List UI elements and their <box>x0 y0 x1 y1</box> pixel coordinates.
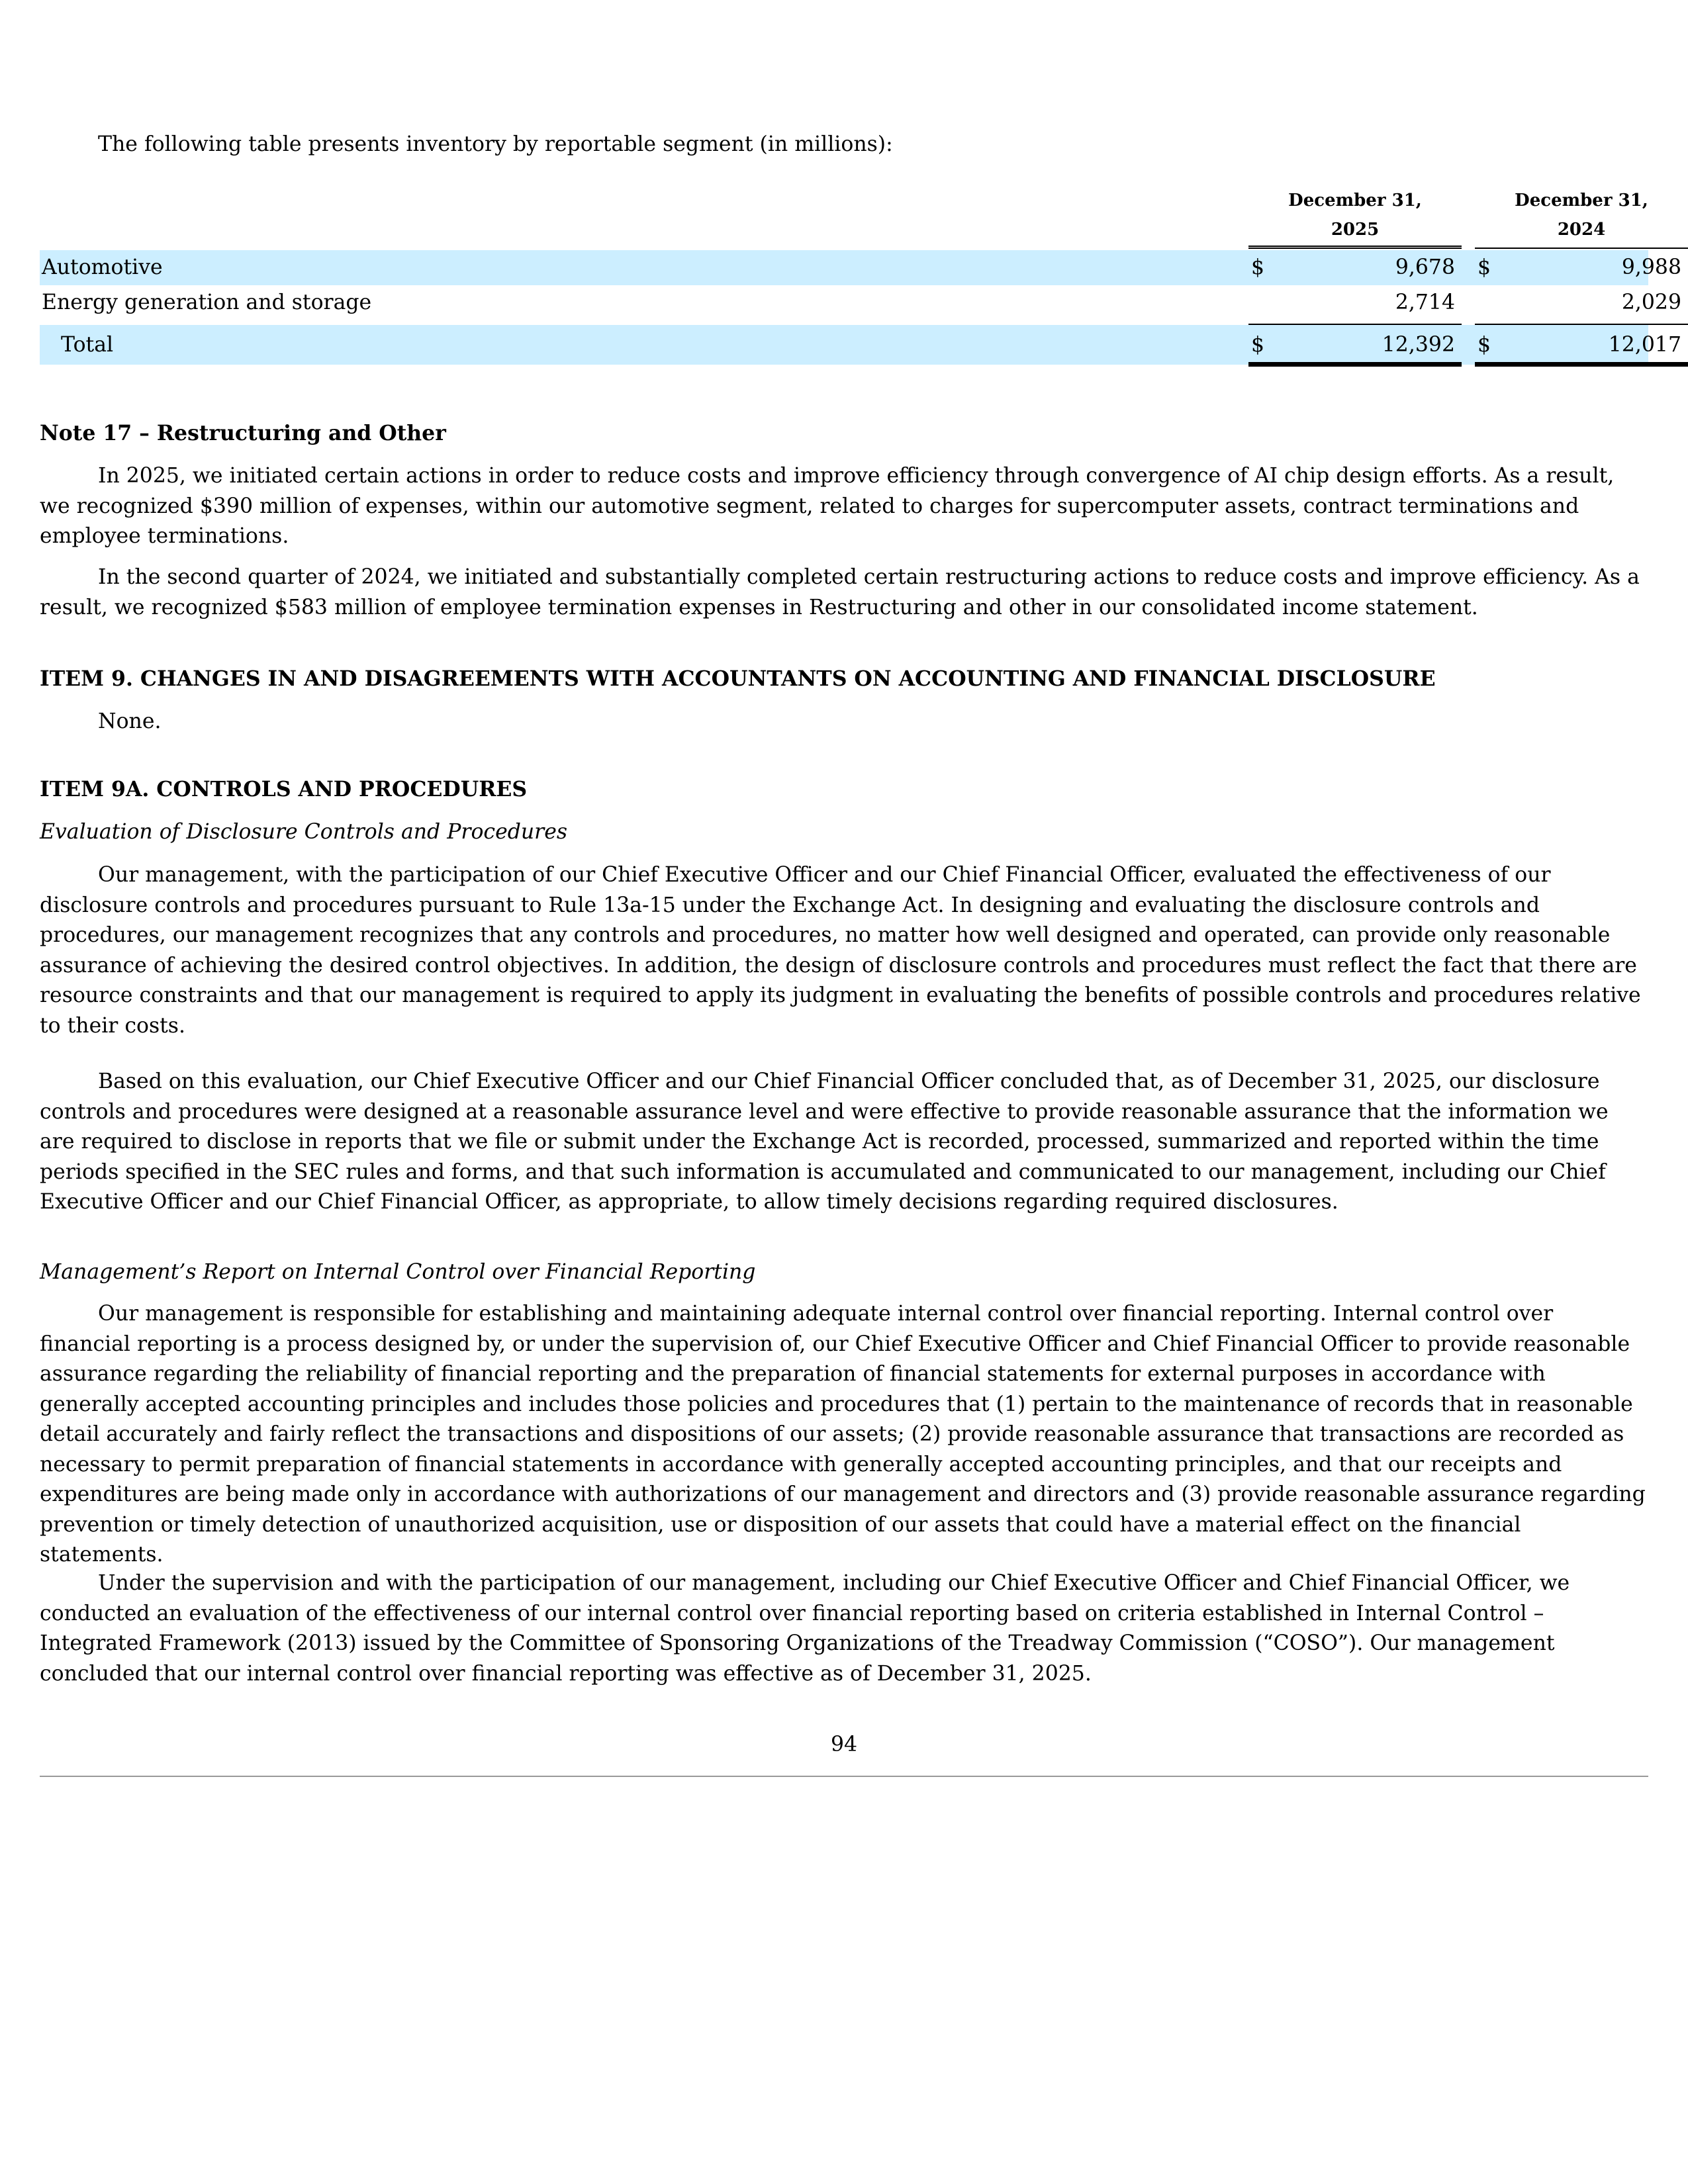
currency-symbol: $ <box>1477 333 1491 357</box>
page-number: 94 <box>830 1733 858 1756</box>
item-9a-paragraph-1: Our management, with the participation of our Chief Executive Officer and our Chief Financial Officer, evaluated the effectiveness of our disclosure controls and procedures pursuant to Rule 13a-15 under the Exchange Act. In designing and evaluating the disclosure controls and procedures, our management recognizes that any controls and procedures, no matter how well designed and operated, can provide only reasonable assurance of achieving the desired control objectives. In addition, the design of disclosure controls and procedures must reflect the fact that there are resource constraints and that our management is required to apply its judgment in evaluating the benefits of possible controls and procedures relative to their costs. <box>40 863 1641 1038</box>
value-2025: 12,392 <box>1382 333 1455 357</box>
value-2025: 2,714 <box>1395 291 1455 314</box>
currency-symbol: $ <box>1251 255 1265 279</box>
header-underline-2025 <box>1248 248 1462 249</box>
evaluation-subheading: Evaluation of Disclosure Controls and Procedures <box>40 820 568 844</box>
value-2024: 12,017 <box>1608 333 1681 357</box>
item-9a-paragraph-2: Based on this evaluation, our Chief Executive Officer and our Chief Financial Officer concluded that, as of December 31, 2025, our disclosure controls and procedures were designed at a reasonable assurance level and were effective to provide reasonable assurance that the information we are required to disclose in reports that we file or submit under the Exchange Act is recorded, processed, summarized and reported within the time periods specified in the SEC rules and forms, and that such information is accumulated and communicated to our management, including our Chief Executive Officer and our Chief Financial Officer, as appropriate, to allow timely decisions regarding required disclosures. <box>40 1069 1609 1214</box>
value-2025: 9,678 <box>1395 255 1455 279</box>
item-9-heading: ITEM 9. CHANGES IN AND DISAGREEMENTS WITH ACCOUNTANTS ON ACCOUNTING AND FINANCIAL DISCLOSURE <box>40 666 1436 691</box>
column-header-2025-line2: 2025 <box>1331 220 1380 240</box>
item-9-text: None. <box>98 709 162 733</box>
column-header-2025-line1: December 31, <box>1288 191 1422 210</box>
currency-symbol: $ <box>1477 255 1491 279</box>
currency-symbol: $ <box>1251 333 1265 357</box>
table-row <box>40 250 1681 285</box>
note-17-paragraph-1-block <box>40 461 1648 552</box>
management-report-subheading-block <box>40 1257 1648 1287</box>
table-row-total <box>40 325 1681 365</box>
note-17-paragraph-1: In 2025, we initiated certain actions in order to reduce costs and improve efficiency through convergence of AI chip design efforts. As a result, we recognized $390 million of expenses, within our automotive segment, related to charges for supercomputer assets, contract terminations and employee terminations. <box>40 464 1615 548</box>
header-underline-2024 <box>1475 248 1688 249</box>
column-header-2024 <box>1475 186 1688 246</box>
row-label: Energy generation and storage <box>42 291 372 314</box>
column-header-2025 <box>1248 186 1462 247</box>
column-header-2024-line1: December 31, <box>1515 191 1648 210</box>
footer-rule <box>40 1776 1648 1777</box>
item-9a-heading: ITEM 9A. CONTROLS AND PROCEDURES <box>40 777 528 801</box>
note-17-paragraph-2-block <box>40 563 1648 623</box>
column-header-2024-line2: 2024 <box>1557 220 1606 240</box>
note-17-heading: Note 17 – Restructuring and Other <box>40 421 446 445</box>
item-9a-paragraph-4-block <box>40 1569 1648 1689</box>
note-17-paragraph-2: In the second quarter of 2024, we initiated and substantially completed certain restructuring actions to reduce costs and improve efficiency. As a result, we recognized $583 million of employee termination expenses in Restructuring and other in our consolidated income statement. <box>40 565 1640 619</box>
table-intro: The following table presents inventory by reportable segment (in millions): <box>98 132 893 156</box>
item-9a-paragraph-4: Under the supervision and with the participation of our management, including our Chief Executive Officer and Chief Financial Officer, we conducted an evaluation of the effectiveness of our internal control over financial reporting based on criteria established in Internal Control – Integrated Framework (2013) issued by the Committee of Sponsoring Organizations of the Treadway Commission (“COSO”). Our management concluded that our internal control over financial reporting was effective as of December 31, 2025. <box>40 1571 1570 1686</box>
item-9a-paragraph-3-block <box>40 1299 1648 1570</box>
row-label: Total <box>61 333 114 357</box>
item-9a-paragraph-3: Our management is responsible for establishing and maintaining adequate internal control over financial reporting. Internal control over financial reporting is a process designed by, or under the supervision of, our Chief Executive Officer and Chief Financial Officer to provide reasonable assurance regarding the reliability of financial reporting and the preparation of financial statements for external purposes in accordance with generally accepted accounting principles and includes those policies and procedures that (1) pertain to the maintenance of records that in reasonable detail accurately and fairly reflect the transactions and dispositions of our assets; (2) provide reasonable assurance that transactions are recorded as necessary to permit preparation of financial statements in accordance with generally accepted accounting principles, and that our receipts and expenditures are being made only in accordance with authorizations of our management and directors and (3) provide reasonable assurance regarding prevention or timely detection of unauthorized acquisition, use or disposition of our assets that could have a material effect on the financial statements. <box>40 1302 1646 1567</box>
item-9a-section <box>40 774 1648 804</box>
management-report-subheading: Management’s Report on Internal Control over Financial Reporting <box>40 1260 756 1284</box>
item-9a-paragraph-2-block <box>40 1067 1648 1218</box>
total-double-rule-2024 <box>1475 362 1688 367</box>
item-9a-paragraph-1-block <box>40 860 1648 1041</box>
value-2024: 2,029 <box>1621 291 1681 314</box>
total-double-rule-2025 <box>1248 362 1462 367</box>
item-9-section <box>40 664 1648 694</box>
table-row <box>40 285 1681 320</box>
item-9-text-block <box>40 707 1648 737</box>
row-label: Automotive <box>42 255 163 279</box>
value-2024: 9,988 <box>1621 255 1681 279</box>
evaluation-subheading-block <box>40 817 1648 847</box>
note-17-section <box>40 418 1648 448</box>
